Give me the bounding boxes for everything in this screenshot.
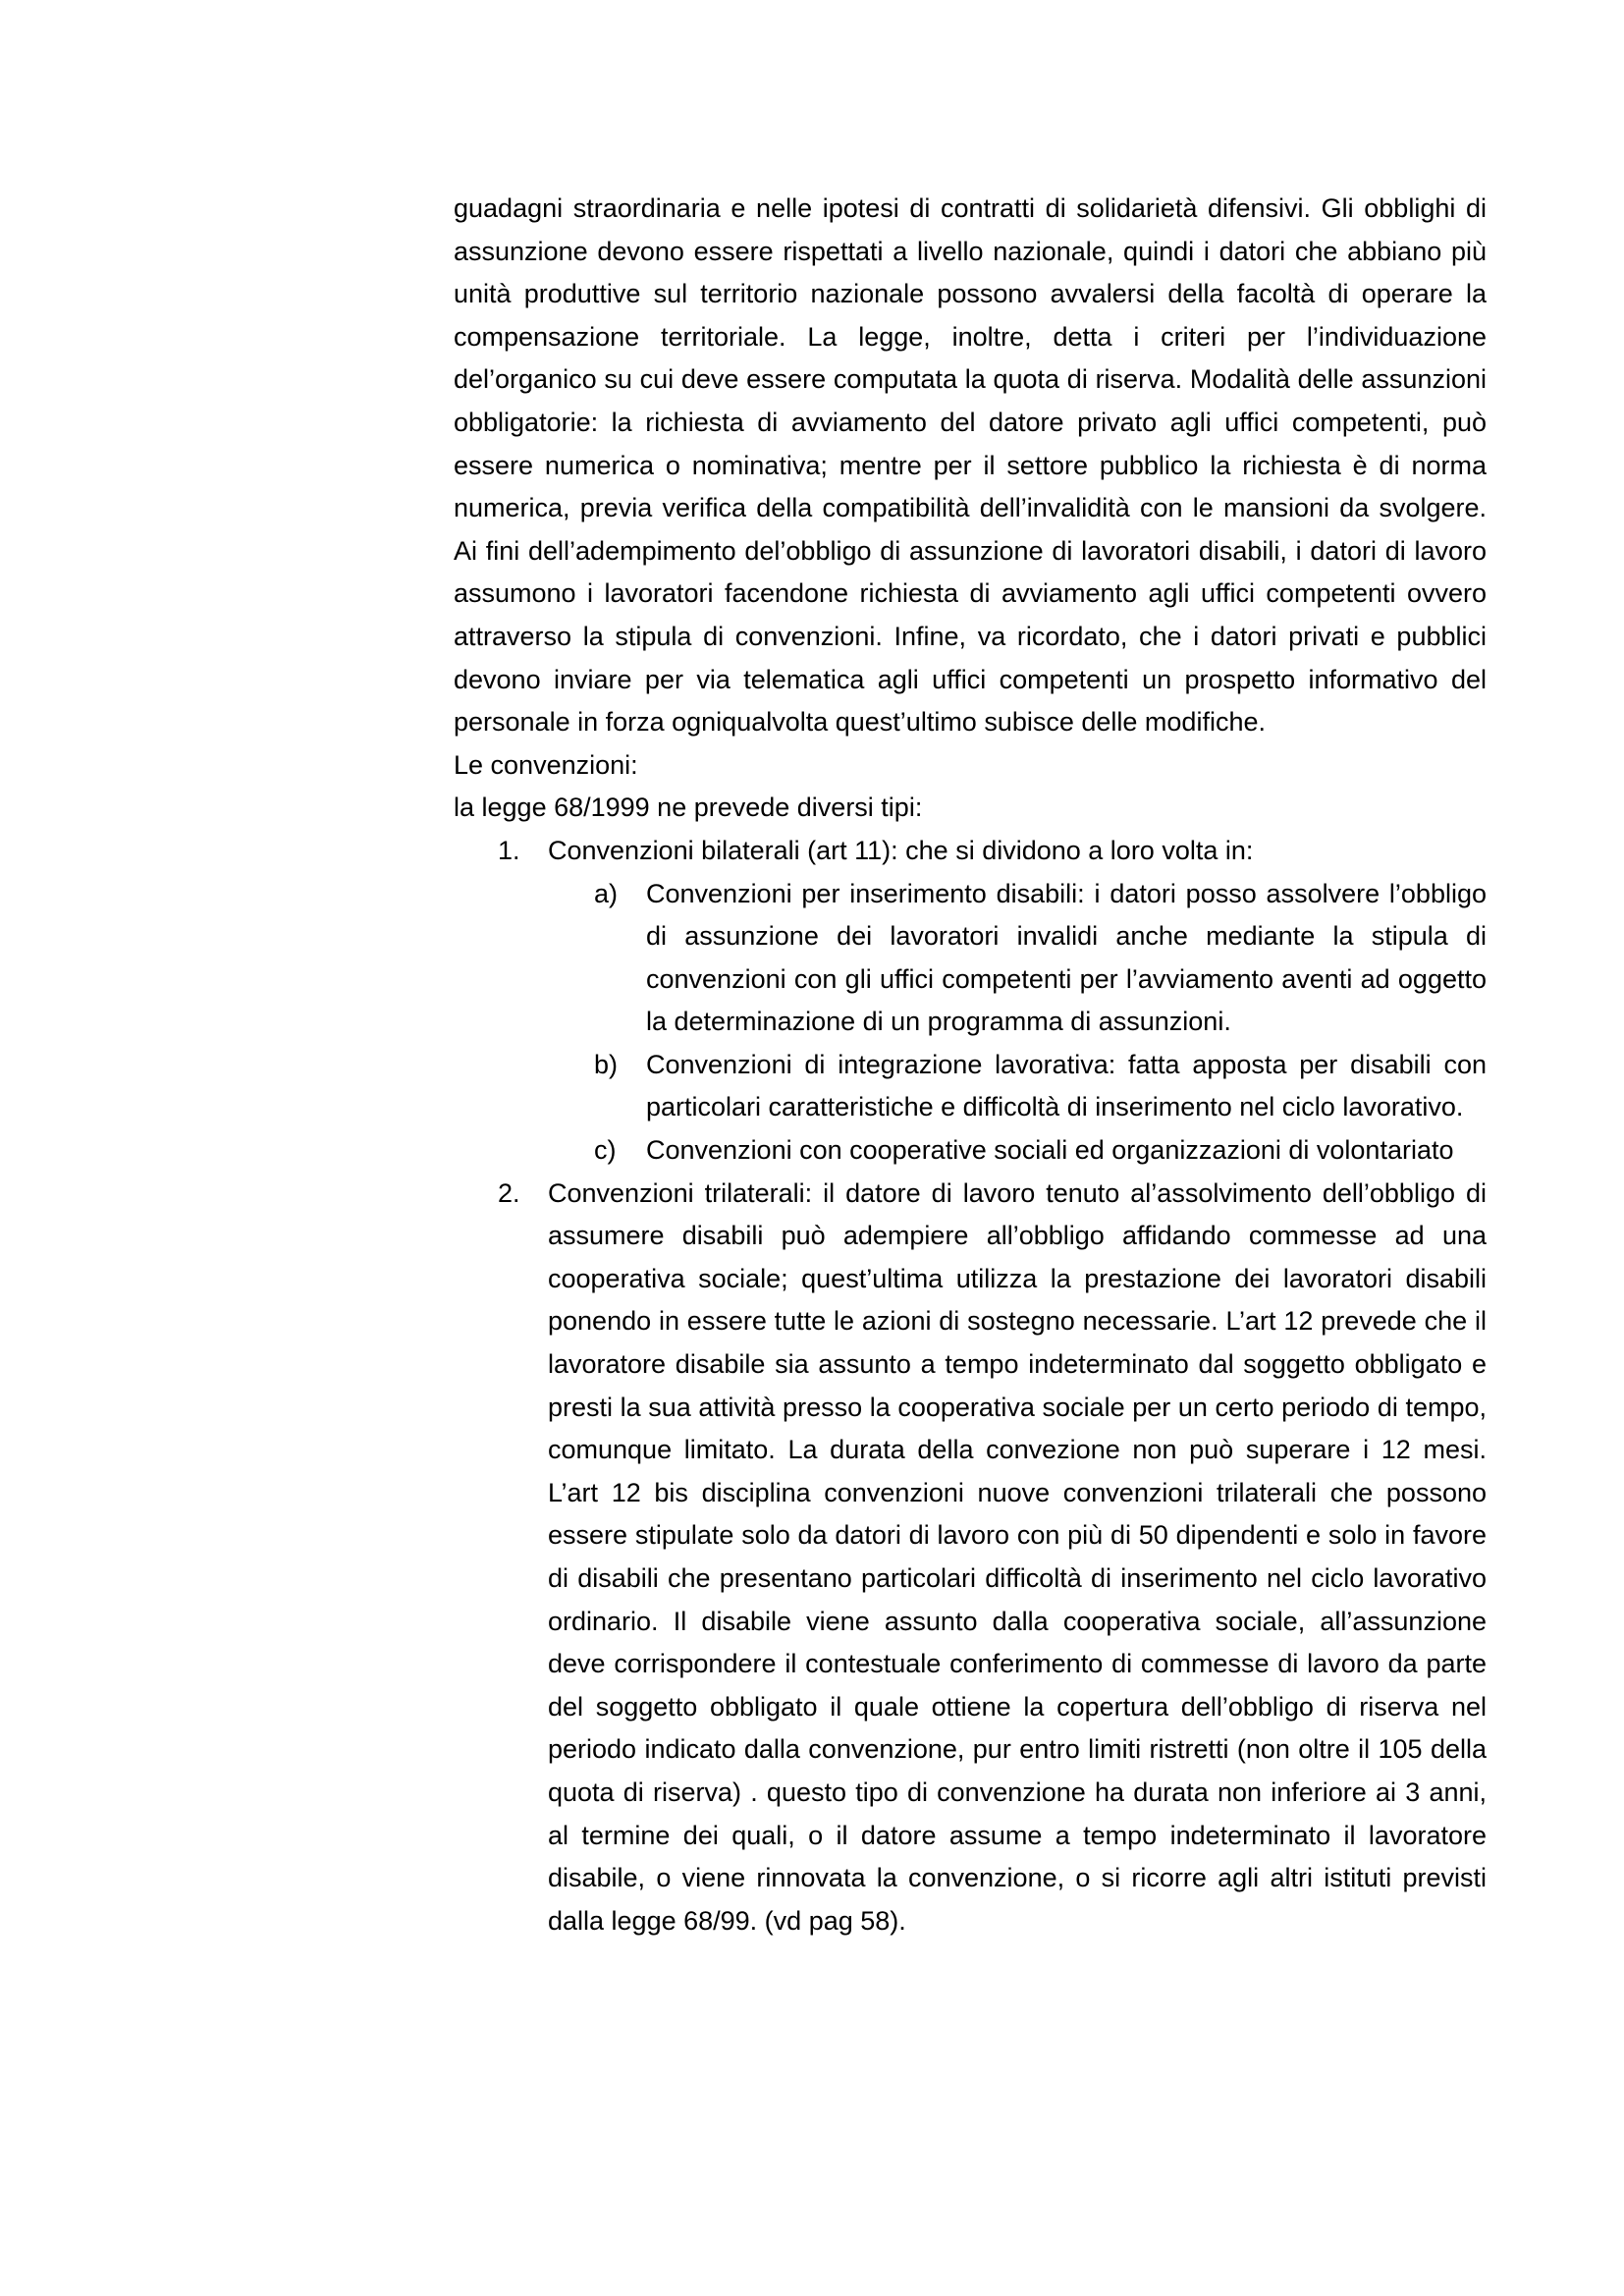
- sub-item-b: [548, 1044, 1487, 1129]
- list-item-text: Convenzioni trilaterali: il datore di lavoro tenuto al’assolvimento dell’obbligo di assumere disabili può adempiere all’obbligo affidando commesse ad una cooperativa sociale; quest’ultima utilizza la prestazione dei lavoratori disabili ponendo in essere tutte le azioni di sostegno necessarie. L’art 12 prevede che il lavoratore disabile sia assunto a tempo indeterminato dal soggetto obbligato e presti la sua attività presso la cooperativa sociale per un certo periodo di tempo, comunque limitato. La durata della convezione non può superare i 12 mesi. L’art 12 bis disciplina convenzioni nuove convenzioni trilaterali che possono essere stipulate solo da datori di lavoro con più di 50 dipendenti e solo in favore di disabili che presentano particolari difficoltà di inserimento nel ciclo lavorativo ordinario. Il disabile viene assunto dalla cooperativa sociale, all’assunzione deve corrispondere il contestuale conferimento di commesse di lavoro da parte del soggetto obbligato il quale ottiene la copertura dell’obbligo di riserva nel periodo indicato dalla convenzione, pur entro limiti ristretti (non oltre il 105 della quota di riserva) . questo tipo di convenzione ha durata non inferiore ai 3 anni, al termine dei quali, o il datore assume a tempo indeterminato il lavoratore disabile, o viene rinnovata la convenzione, o si ricorre agli altri istituti previsti dalla legge 68/99. (vd pag 58).: [548, 1177, 1487, 1936]
- convention-types-list: [454, 830, 1487, 1942]
- intro-paragraph: guadagni straordinaria e nelle ipotesi di contratti di solidarietà difensivi. Gli obblighi di assunzione devono essere rispettati a livello nazionale, quindi i datori che abbiano più unità produttive sul territorio nazionale possono avvalersi della facoltà di operare la compensazione territoriale. La legge, inoltre, detta i criteri per l’individuazione del’organico su cui deve essere computata la quota di riserva. Modalità delle assunzioni obbligatorie: la richiesta di avviamento del datore privato agli uffici competenti, può essere numerica o nominativa; mentre per il settore pubblico la richiesta è di norma numerica, previa verifica della compatibilità dell’invalidità con le mansioni da svolgere. Ai fini dell’adempimento del’obbligo di assunzione di lavoratori disabili, i datori di lavoro assumono i lavoratori facendone richiesta di avviamento agli uffici competenti ovvero attraverso la stipula di convenzioni. Infine, va ricordato, che i datori privati e pubblici devono inviare per via telematica agli uffici competenti un prospetto informativo del personale in forza ogniqualvolta quest’ultimo subisce delle modifiche.: [454, 193, 1487, 738]
- list-number: 2.: [498, 1177, 520, 1208]
- sub-item-text: Convenzioni con cooperative sociali ed organizzazioni di volontariato: [646, 1135, 1454, 1166]
- sub-item-c: [548, 1129, 1487, 1173]
- list-item-bilateral: [454, 830, 1487, 1173]
- list-item-text: Convenzioni bilaterali (art 11): che si dividono a loro volta in:: [548, 835, 1254, 865]
- sub-item-letter: b): [594, 1049, 619, 1079]
- sub-item-letter: a): [594, 878, 619, 908]
- list-item-trilateral: [454, 1173, 1487, 1943]
- bilateral-sub-list: [548, 873, 1487, 1173]
- sub-item-text: Convenzioni per inserimento disabili: i datori posso assolvere l’obbligo di assunzione dei lavoratori invalidi anche mediante la stipula di convenzioni con gli uffici competenti per l’avviamento aventi ad oggetto la determinazione di un programma di assunzioni.: [646, 878, 1487, 1037]
- sub-item-text: Convenzioni di integrazione lavorativa: fatta apposta per disabili con particolari caratteristiche e difficoltà di inserimento nel ciclo lavorativo.: [646, 1049, 1487, 1122]
- list-number: 1.: [498, 835, 520, 865]
- sub-item-letter: c): [594, 1135, 617, 1166]
- sub-item-a: [548, 873, 1487, 1044]
- section-heading: Le convenzioni:: [454, 749, 638, 780]
- list-intro: la legge 68/1999 ne prevede diversi tipi:: [454, 793, 923, 823]
- document-page: [454, 188, 1487, 1942]
